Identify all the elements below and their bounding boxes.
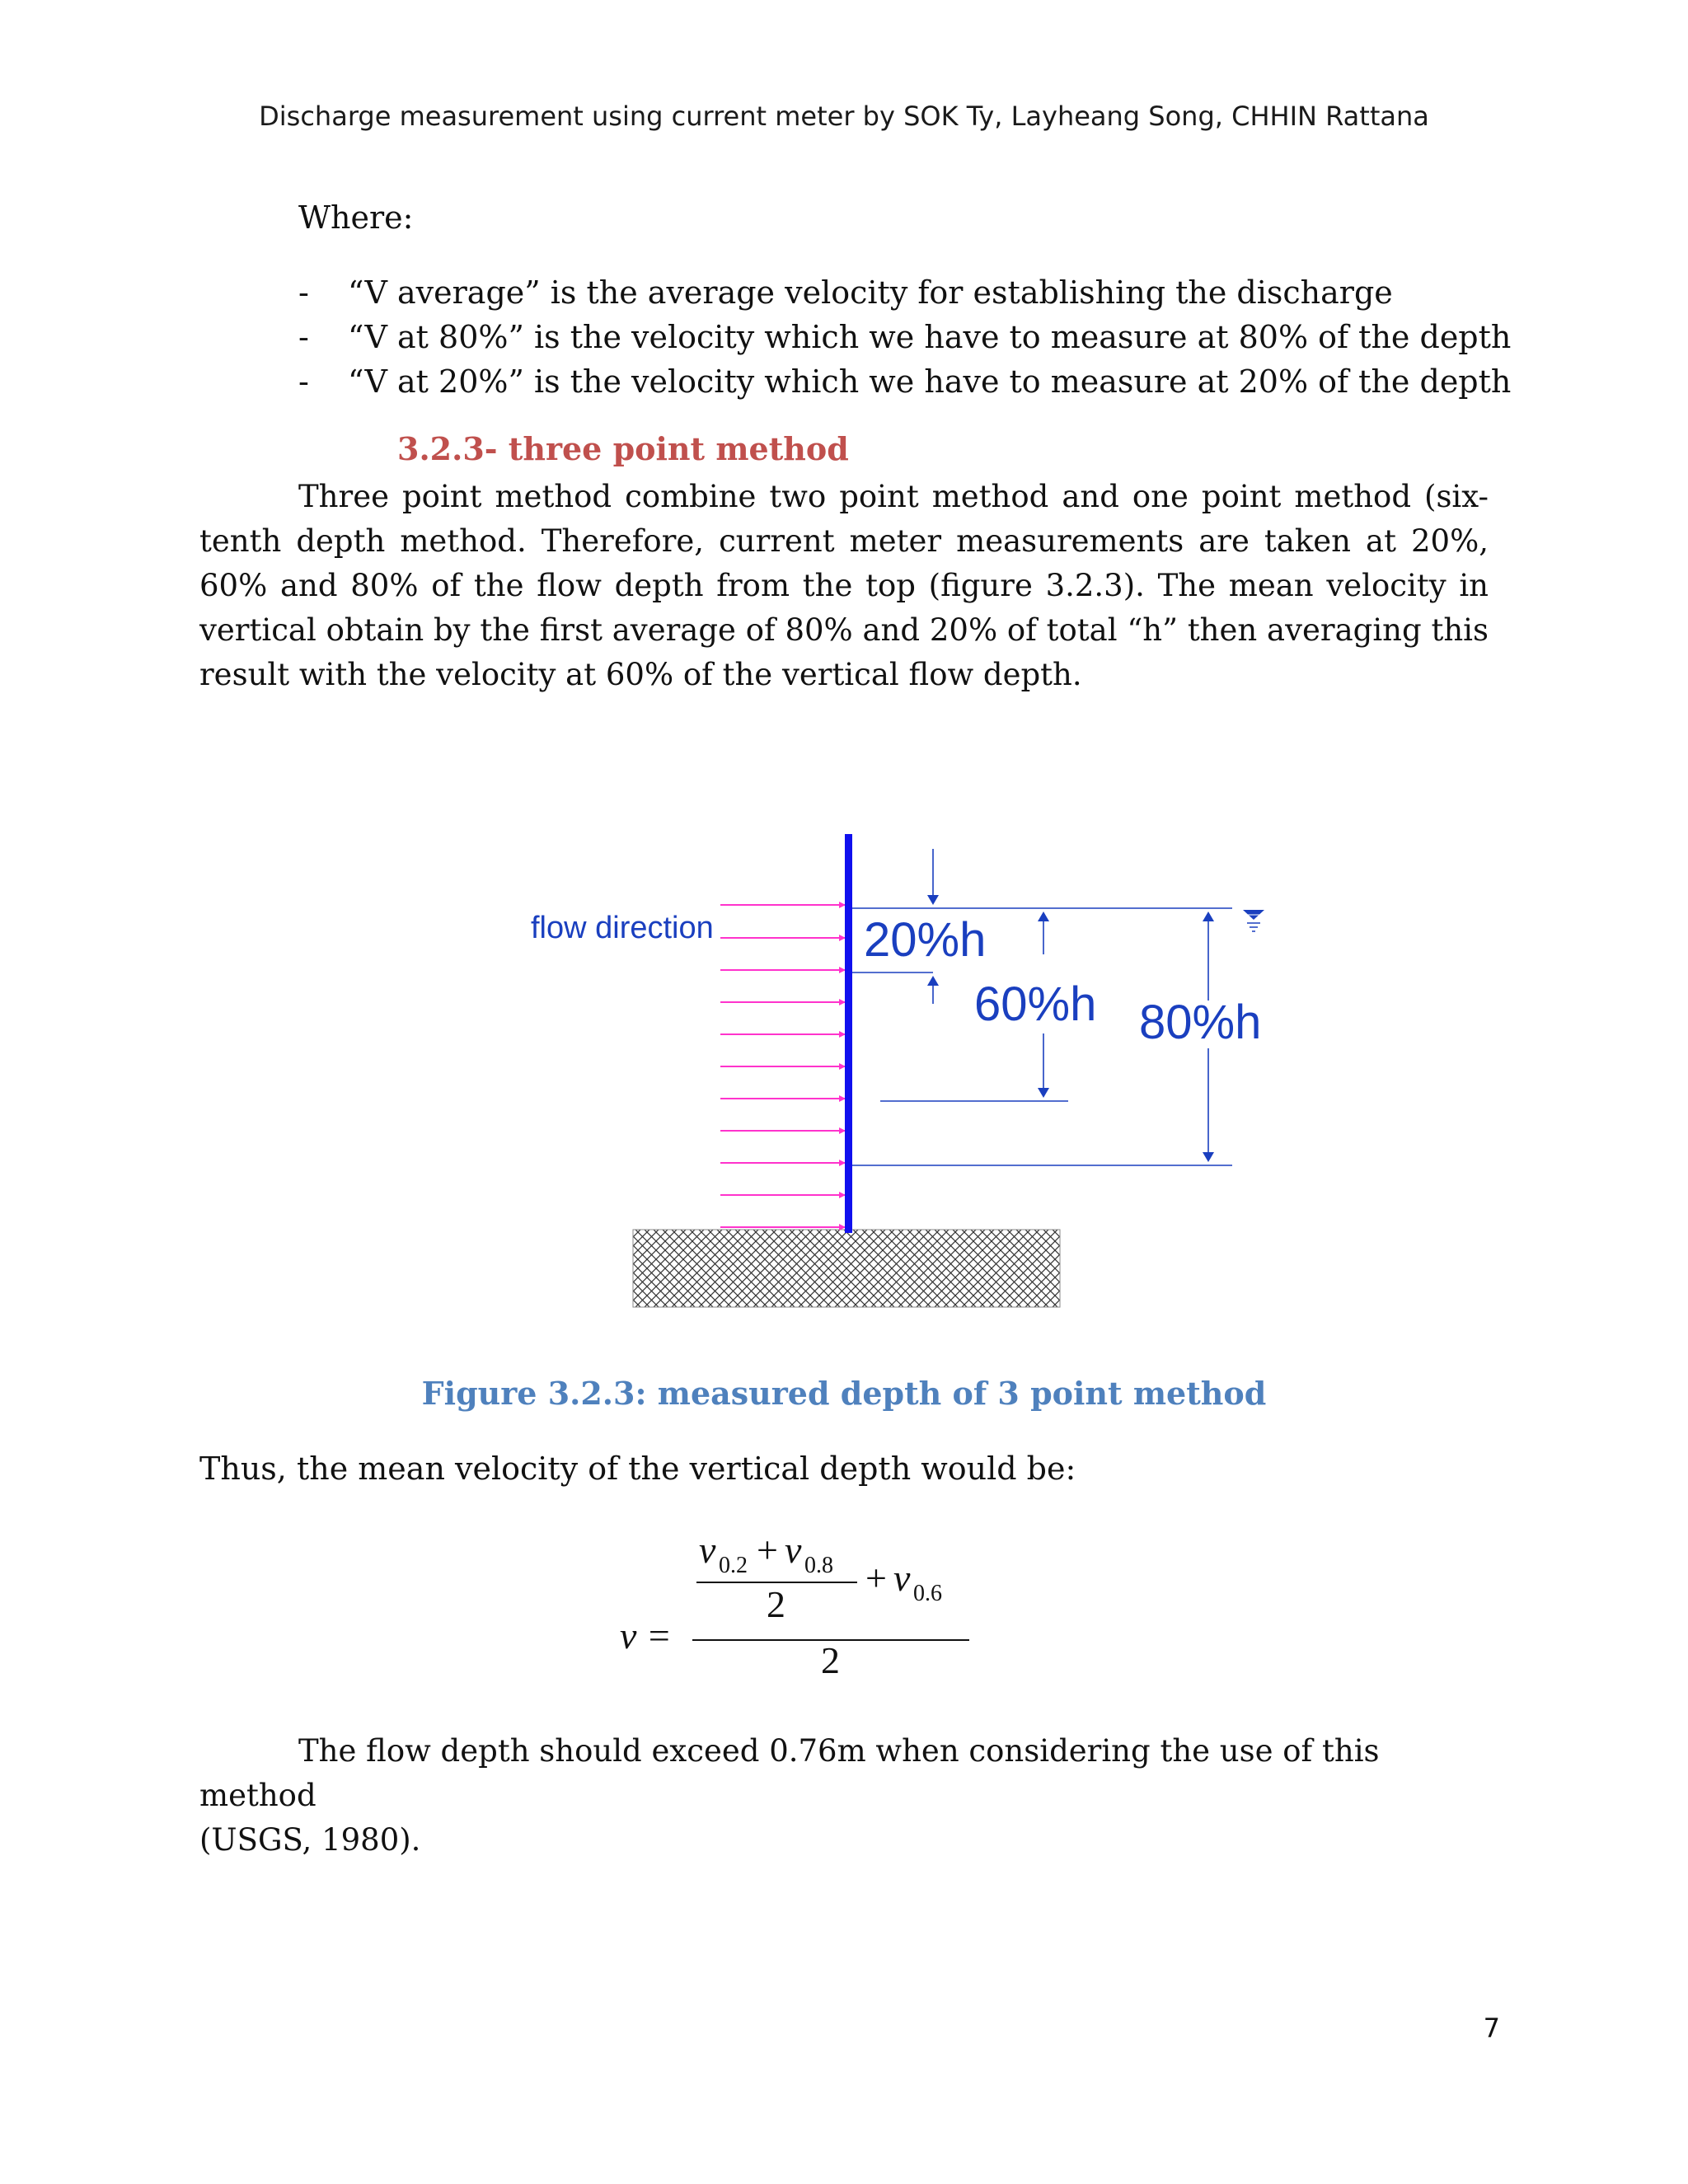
closing-line: (USGS, 1980).: [199, 1822, 421, 1858]
bullet-dash: -: [298, 274, 309, 311]
subscript-0-8: 0.8: [804, 1553, 833, 1578]
page-number: 7: [1483, 2013, 1500, 2044]
depth-20-label: 20%h: [864, 913, 987, 967]
subscript-0-6: 0.6: [913, 1581, 942, 1606]
depth-diagram: [511, 824, 1286, 1327]
v-symbol: v: [785, 1529, 802, 1571]
measuring-pole: [845, 834, 852, 1233]
figure-caption: Figure 3.2.3: measured depth of 3 point method: [421, 1375, 1267, 1412]
bullet-dash: -: [298, 363, 309, 400]
water-level-icon: [1243, 910, 1264, 931]
riverbed-ground: [633, 1230, 1060, 1307]
depth-60-label: 60%h: [974, 977, 1097, 1031]
v-symbol: v: [893, 1557, 911, 1599]
definition-text: “V at 20%” is the velocity which we have to measure at 20% of the depth: [348, 363, 1512, 400]
formula-intro: Thus, the mean velocity of the vertical depth would be:: [199, 1451, 1076, 1487]
flow-direction-label: flow direction: [531, 911, 714, 945]
closing-paragraph: [199, 1729, 1489, 1863]
definition-text: “V average” is the average velocity for establishing the discharge: [348, 274, 1393, 311]
body-paragraph: Three point method combine two point method and one point method (six-tenth depth method. Therefore, current meter measurements are taken at 20%, 60% and 80% of the flow depth from the top (figure 3.2.3). The mean velocity in vertical obtain by the first average of 80% and 20% of total “h” then averaging this result with the velocity at 60% of the vertical flow depth.: [199, 479, 1489, 692]
where-label: Where:: [298, 199, 414, 236]
inner-denominator: 2: [767, 1583, 785, 1625]
running-header: Discharge measurement using current meter by SOK Ty, Layheang Song, CHHIN Rattana: [259, 101, 1429, 132]
outer-denominator: 2: [821, 1639, 840, 1673]
section-heading: 3.2.3- three point method: [397, 430, 849, 467]
plus-sign: +: [757, 1529, 778, 1571]
definition-text: “V at 80%” is the velocity which we have to measure at 80% of the depth: [348, 319, 1512, 355]
depth-80-label: 80%h: [1139, 996, 1262, 1049]
figure-diagram: [511, 824, 1286, 1330]
flow-arrows: [720, 905, 845, 1227]
subscript-0-2: 0.2: [719, 1553, 748, 1578]
plus-sign: +: [865, 1557, 887, 1599]
bullet-dash: -: [298, 319, 309, 355]
v-symbol: v: [699, 1529, 716, 1571]
closing-line: The flow depth should exceed 0.76m when considering the use of this method: [199, 1733, 1380, 1813]
formula-svg: [610, 1525, 989, 1673]
formula-lhs: v =: [620, 1615, 672, 1657]
mean-velocity-formula: [610, 1525, 989, 1676]
